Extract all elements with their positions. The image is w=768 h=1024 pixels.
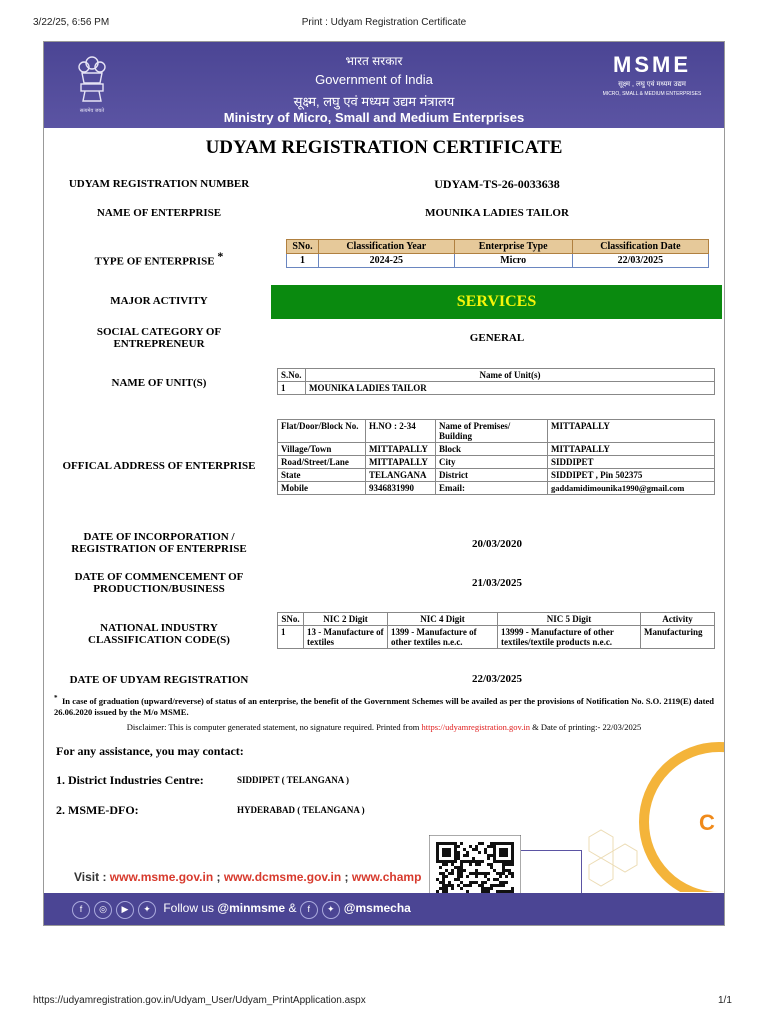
commencement-value: 21/03/2025 (471, 577, 523, 589)
disclaimer: Disclaimer: This is computer generated statement, no signature required. Printed from https://udyamregistration.gov.in & Date of printing:- 22/03/2025 (126, 722, 642, 732)
table-cell: Name of Premises/ Building (436, 420, 548, 443)
table-cell: 9346831990 (366, 482, 436, 495)
champions-site-link[interactable]: www.champ (351, 870, 422, 884)
twitter-icon[interactable]: ✦ (322, 901, 340, 919)
social-footer: f ◎ ▶ ✦ Follow us @minmsme & f ✦ @msmecha (44, 893, 724, 926)
major-activity-value: SERVICES (271, 285, 722, 319)
table-cell: 13 - Manufacture of textiles (304, 626, 388, 649)
header-banner (44, 42, 724, 128)
table-header: SNo. (278, 613, 304, 626)
enterprise-type-label: TYPE OF ENTERPRISE * (94, 249, 224, 268)
certificate (43, 41, 725, 926)
incorporation-value: 20/03/2020 (471, 538, 523, 550)
major-activity-label: MAJOR ACTIVITY (110, 295, 208, 307)
champions-letter: C (699, 810, 715, 835)
table-cell: SIDDIPET (548, 456, 715, 469)
nic-label: NATIONAL INDUSTRY CLASSIFICATION CODE(S) (88, 622, 230, 646)
youtube-icon[interactable]: ▶ (116, 901, 134, 919)
table-cell: Village/Town (278, 443, 366, 456)
dic-label: 1. District Industries Centre: (56, 773, 204, 787)
table-cell: 2024-25 (319, 254, 455, 268)
table-header: Classification Year (319, 240, 455, 254)
visit-links: Visit : www.msme.gov.in ; www.dcmsme.gov.in ; www.champ (74, 870, 422, 884)
reg-number-value: UDYAM-TS-26-0033638 (434, 177, 560, 191)
hexagon-decoration (569, 742, 724, 892)
reg-number-label: UDYAM REGISTRATION NUMBER (68, 178, 250, 190)
table-cell: 13999 - Manufacture of other textiles/textile products n.e.c. (498, 626, 641, 649)
gov-text: Government of India (315, 72, 433, 87)
dic-value: SIDDIPET ( TELANGANA ) (237, 775, 349, 785)
minmsme-handle[interactable]: @minmsme (217, 901, 286, 915)
page-number: 1/1 (718, 995, 732, 1006)
nic-table (277, 612, 715, 649)
social-category-value: GENERAL (469, 332, 525, 344)
address-label: OFFICAL ADDRESS OF ENTERPRISE (62, 460, 256, 472)
table-cell: MITTAPALLY (548, 420, 715, 443)
address-table (277, 419, 715, 495)
table-cell: MITTAPALLY (366, 443, 436, 456)
dfo-label: 2. MSME-DFO: (56, 803, 139, 817)
ministry-text: Ministry of Micro, Small and Medium Enterprises (223, 110, 525, 125)
table-cell: Road/Street/Lane (278, 456, 366, 469)
table-cell: District (436, 469, 548, 482)
table-cell: Manufacturing (641, 626, 715, 649)
table-cell: MITTAPALLY (366, 456, 436, 469)
table-cell: State (278, 469, 366, 482)
certificate-title: UDYAM REGISTRATION CERTIFICATE (205, 137, 563, 158)
table-cell: City (436, 456, 548, 469)
table-header: SNo. (287, 240, 319, 254)
table-cell: 1399 - Manufacture of other textiles n.e.c. (388, 626, 498, 649)
dcmsme-site-link[interactable]: www.dcmsme.gov.in (223, 870, 342, 884)
facebook-icon[interactable]: f (72, 901, 90, 919)
table-cell: Micro (454, 254, 572, 268)
table-header: Classification Date (572, 240, 708, 254)
units-label: NAME OF UNIT(S) (111, 377, 207, 389)
table-header: NIC 4 Digit (388, 613, 498, 626)
hindi-ministry-text: सूक्ष्म, लघु एवं मध्यम उद्यम मंत्रालय (293, 94, 455, 109)
msme-site-link[interactable]: www.msme.gov.in (109, 870, 214, 884)
table-cell: Block (436, 443, 548, 456)
facebook-icon[interactable]: f (300, 901, 318, 919)
table-cell: H.NO : 2-34 (366, 420, 436, 443)
graduation-note: * In case of graduation (upward/reverse) of status of an enterprise, the benefit of the Government Schemes will be availed as per the provisions of Notification No. S.O. 2119(E) dated 26.06.2020 issued by the M/o MSME. (54, 694, 714, 717)
portal-link[interactable]: https://udyamregistration.gov.in (421, 722, 530, 732)
table-cell: Mobile (278, 482, 366, 495)
instagram-icon[interactable]: ◎ (94, 901, 112, 919)
dfo-value: HYDERABAD ( TELANGANA ) (237, 805, 365, 815)
table-cell: MOUNIKA LADIES TAILOR (306, 382, 715, 395)
print-title: Print : Udyam Registration Certificate (301, 17, 467, 28)
table-cell: gaddamidimounika1990@gmail.com (548, 482, 715, 495)
enterprise-name-value: MOUNIKA LADIES TAILOR (425, 207, 569, 219)
table-header: NIC 5 Digit (498, 613, 641, 626)
table-cell: TELANGANA (366, 469, 436, 482)
hindi-gov-text: भारत सरकार (345, 54, 403, 68)
msmecha-handle[interactable]: @msmecha (343, 901, 411, 915)
table-cell: SIDDIPET , Pin 502375 (548, 469, 715, 482)
table-header: Activity (641, 613, 715, 626)
table-cell: 22/03/2025 (572, 254, 708, 268)
table-cell: 1 (287, 254, 319, 268)
udyam-date-value: 22/03/2025 (471, 673, 523, 685)
udyam-date-label: DATE OF UDYAM REGISTRATION (69, 674, 249, 686)
enterprise-type-table (286, 239, 709, 268)
svg-text:सत्यमेव जयते: सत्यमेव जयते (79, 108, 105, 114)
incorporation-label: DATE OF INCORPORATION / REGISTRATION OF ENTERPRISE (71, 531, 247, 555)
table-cell: MITTAPALLY (548, 443, 715, 456)
table-header: Name of Unit(s) (306, 369, 715, 382)
table-cell: Flat/Door/Block No. (278, 420, 366, 443)
table-header: S.No. (278, 369, 306, 382)
twitter-icon[interactable]: ✦ (138, 901, 156, 919)
table-header: NIC 2 Digit (304, 613, 388, 626)
msme-logo: MSME सूक्ष्म , लघु एवं मध्यम उद्यम MICRO, SMALL & MEDIUM ENTERPRISES (602, 52, 702, 97)
table-cell: 1 (278, 626, 304, 649)
units-table (277, 368, 715, 395)
assistance-heading: For any assistance, you may contact: (56, 744, 244, 758)
enterprise-name-label: NAME OF ENTERPRISE (96, 207, 222, 219)
social-category-label: SOCIAL CATEGORY OF ENTREPRENEUR (96, 326, 222, 350)
commencement-label: DATE OF COMMENCEMENT OF PRODUCTION/BUSINESS (74, 571, 244, 595)
table-cell: 1 (278, 382, 306, 395)
print-datetime: 3/22/25, 6:56 PM (33, 17, 110, 28)
table-header: Enterprise Type (454, 240, 572, 254)
print-url: https://udyamregistration.gov.in/Udyam_User/Udyam_PrintApplication.aspx (33, 995, 366, 1006)
table-cell: Email: (436, 482, 548, 495)
